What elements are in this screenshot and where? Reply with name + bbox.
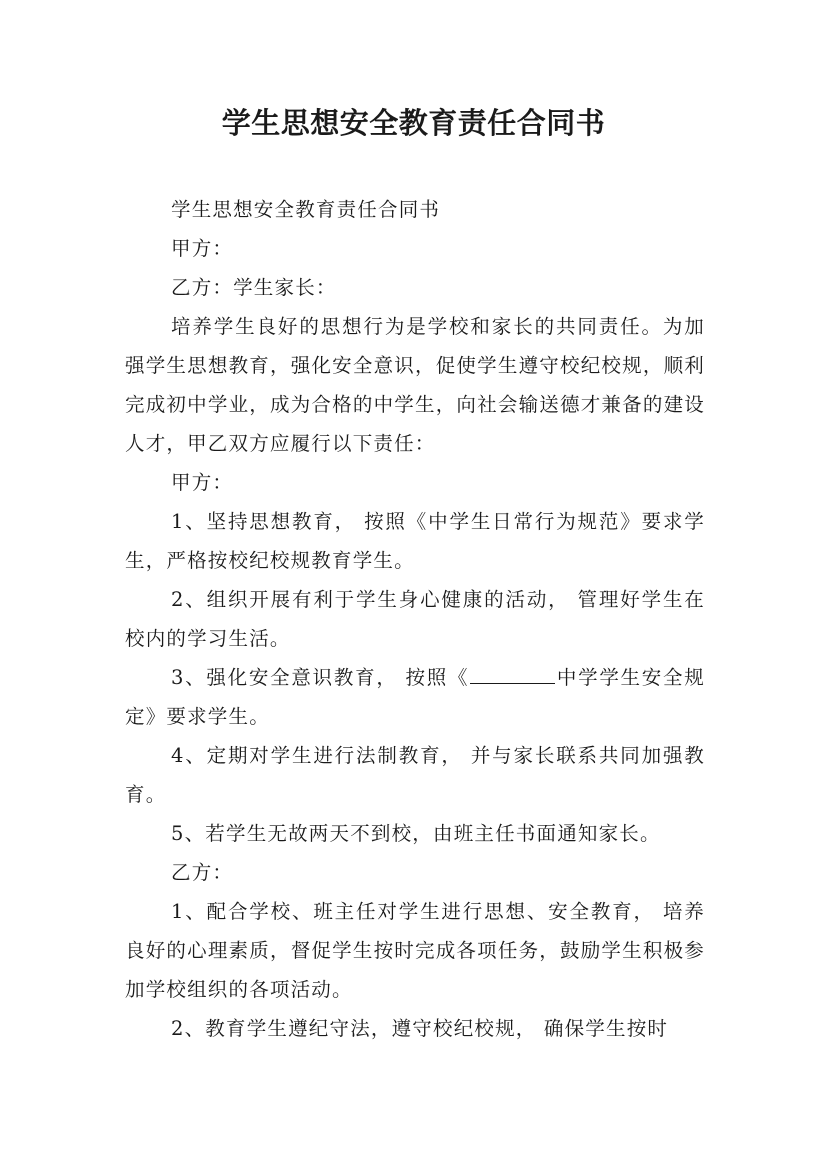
document-body: [125, 190, 705, 1048]
party-a-item-3: [125, 658, 705, 736]
party-a-item-5: 5、若学生无故两天不到校，由班主任书面通知家长。: [171, 822, 661, 845]
section-a-heading: 甲方：: [171, 471, 234, 494]
party-a-item-1: 1、坚持思想教育， 按照《中学生日常行为规范》要求学生，严格按校纪校规教育学生。: [125, 510, 705, 572]
party-a-item-3-after: 中学学生安全规定》要求学生。: [125, 666, 705, 728]
intro-paragraph: 培养学生良好的思想行为是学校和家长的共同责任。为加强学生思想教育，强化安全意识，促使学生遵守校纪校规，顺利完成初中学业，成为合格的中学生，向社会输送德才兼备的建设人才，甲乙双方应履行以下责任：: [125, 315, 705, 455]
party-b-line: 乙方：学生家长：: [171, 276, 337, 299]
party-a-item-3-before: 3、强化安全意识教育， 按照《: [171, 666, 470, 689]
fill-in-blank: [470, 659, 555, 684]
party-b-item-1: 1、配合学校、班主任对学生进行思想、安全教育， 培养良好的心理素质，督促学生按时完成各项任务，鼓励学生积极参加学校组织的各项活动。: [125, 900, 705, 1001]
party-b-item-2: 2、教育学生遵纪守法，遵守校纪校规， 确保学生按时: [171, 1017, 669, 1040]
document-title: 学生思想安全教育责任合同书: [221, 106, 606, 140]
party-a-item-4: 4、定期对学生进行法制教育， 并与家长联系共同加强教育。: [125, 744, 705, 806]
section-b-heading: 乙方：: [171, 861, 234, 884]
party-a-item-2: 2、组织开展有利于学生身心健康的活动， 管理好学生在校内的学习生活。: [125, 588, 705, 650]
party-a-line: 甲方：: [171, 237, 234, 260]
contract-subtitle: 学生思想安全教育责任合同书: [171, 198, 441, 221]
